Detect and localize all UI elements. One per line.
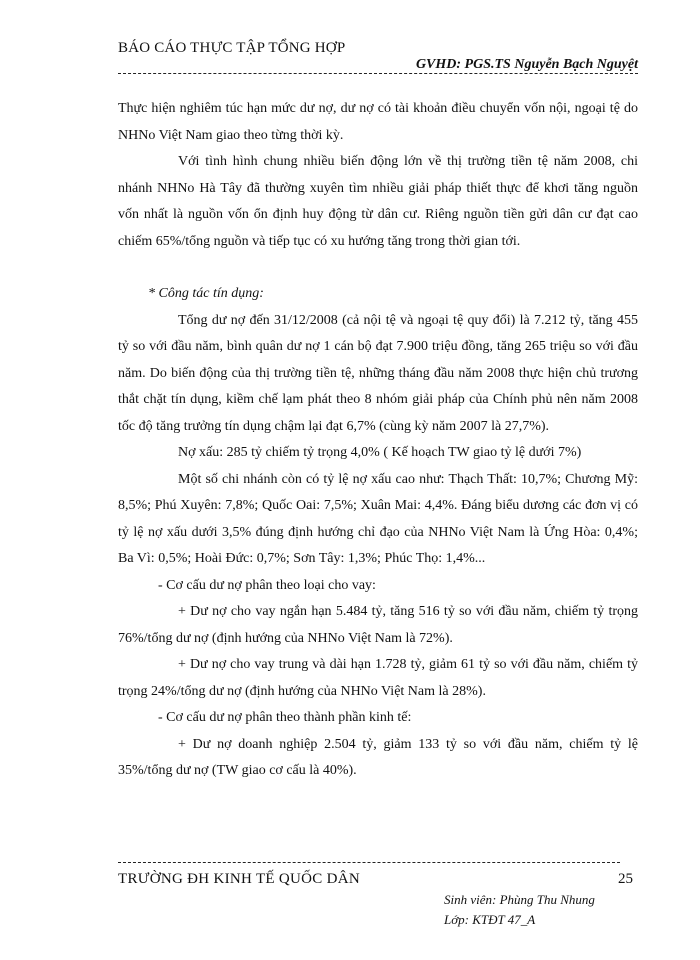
student-name: Sinh viên: Phùng Thu Nhung — [444, 892, 595, 907]
paragraph-1: Thực hiện nghiêm túc hạn mức dư nợ, dư nợ có tài khoản điều chuyển vốn nội, ngoại tệ do NHNo Việt Nam giao theo từng thời kỳ. — [118, 101, 638, 143]
page-number: 25 — [618, 871, 633, 887]
list-heading-loan-type: - Cơ cấu dư nợ phân theo loại cho vay: — [158, 577, 376, 593]
supervisor-label: GVHD: PGS.TS Nguyễn Bạch Nguyệt — [415, 57, 638, 72]
section-heading-credit: * Công tác tín dụng: — [148, 286, 264, 301]
school-name: TRƯỜNG ĐH KINH TẾ QUỐC DÂN — [118, 871, 361, 887]
header-divider — [118, 73, 638, 74]
paragraph-2: Với tình hình chung nhiều biến động lớn về thị trường tiền tệ năm 2008, chi nhánh NHNo Hà Tây đã thường xuyên tìm nhiều giải pháp thiết thực để khơi tăng nguồn vốn nhất là nguồn vốn ổn định huy động từ dân cư. Riêng nguồn tiền gửi dân cư đạt cao chiếm 65%/tổng nguồn và tiếp tục có xu hướng tăng trong thời gian tới. — [118, 154, 638, 249]
list-item-short-term: + Dư nợ cho vay ngắn hạn 5.484 tỷ, tăng 516 tỷ so với đầu năm, chiếm tỷ trọng 76%/tổng dư nợ (định hướng của NHNo Việt Nam là 72%). — [118, 604, 638, 646]
spacer — [118, 255, 638, 281]
list-item-medium-long-term: + Dư nợ cho vay trung và dài hạn 1.728 tỷ, giảm 61 tỷ so với đầu năm, chiếm tỷ trọng 24%/tổng dư nợ (định hướng của NHNo Việt Nam là 28%). — [118, 657, 638, 699]
paragraph-5: Một số chi nhánh còn có tỷ lệ nợ xấu cao như: Thạch Thất: 10,7%; Chương Mỹ: 8,5%; Phú Xuyên: 7,8%; Quốc Oai: 7,5%; Xuân Mai: 4,4%. Đáng biểu dương các đơn vị có tỷ lệ nợ xấu dưới 3,5% đúng định hướng chỉ đạo của NHNo Việt Nam là Ứng Hòa: 0,4%; Ba Vì: 0,5%; Hoài Đức: 0,7%; Sơn Tây: 1,3%; Phúc Thọ: 1,4%... — [118, 471, 638, 566]
class-label: Lớp: KTĐT 47_A — [444, 912, 536, 927]
paragraph-4: Nợ xấu: 285 tỷ chiếm tỷ trọng 4,0% ( Kế hoạch TW giao tỷ lệ dưới 7%) — [178, 445, 582, 460]
footer-divider — [118, 862, 620, 863]
paragraph-3: Tổng dư nợ đến 31/12/2008 (cả nội tệ và ngoại tệ quy đổi) là 7.212 tỷ, tăng 455 tỷ so với đầu năm, bình quân dư nợ 1 cán bộ đạt 7.900 triệu đồng, tăng 265 triệu so với đầu năm. Do biến động của thị trường tiền tệ, những tháng đầu năm 2008 thực hiện chủ trương thắt chặt tín dụng, kiềm chế lạm phát theo 8 nhóm giải pháp của Chính phủ nên năm 2008 tốc độ tăng trưởng tín dụng chậm lại đạt 6,7% (cùng kỳ năm 2007 là 27,7%). — [118, 312, 638, 434]
body-text — [118, 96, 638, 785]
report-title: BÁO CÁO THỰC TẬP TỔNG HỢP — [118, 40, 346, 56]
list-item-enterprise: + Dư nợ doanh nghiệp 2.504 tỷ, giảm 133 tỷ so với đầu năm, chiếm tỷ lệ 35%/tổng dư nợ (TW giao cơ cấu là 40%). — [118, 736, 638, 778]
list-heading-economic-sector: - Cơ cấu dư nợ phân theo thành phần kinh tế: — [158, 710, 412, 725]
